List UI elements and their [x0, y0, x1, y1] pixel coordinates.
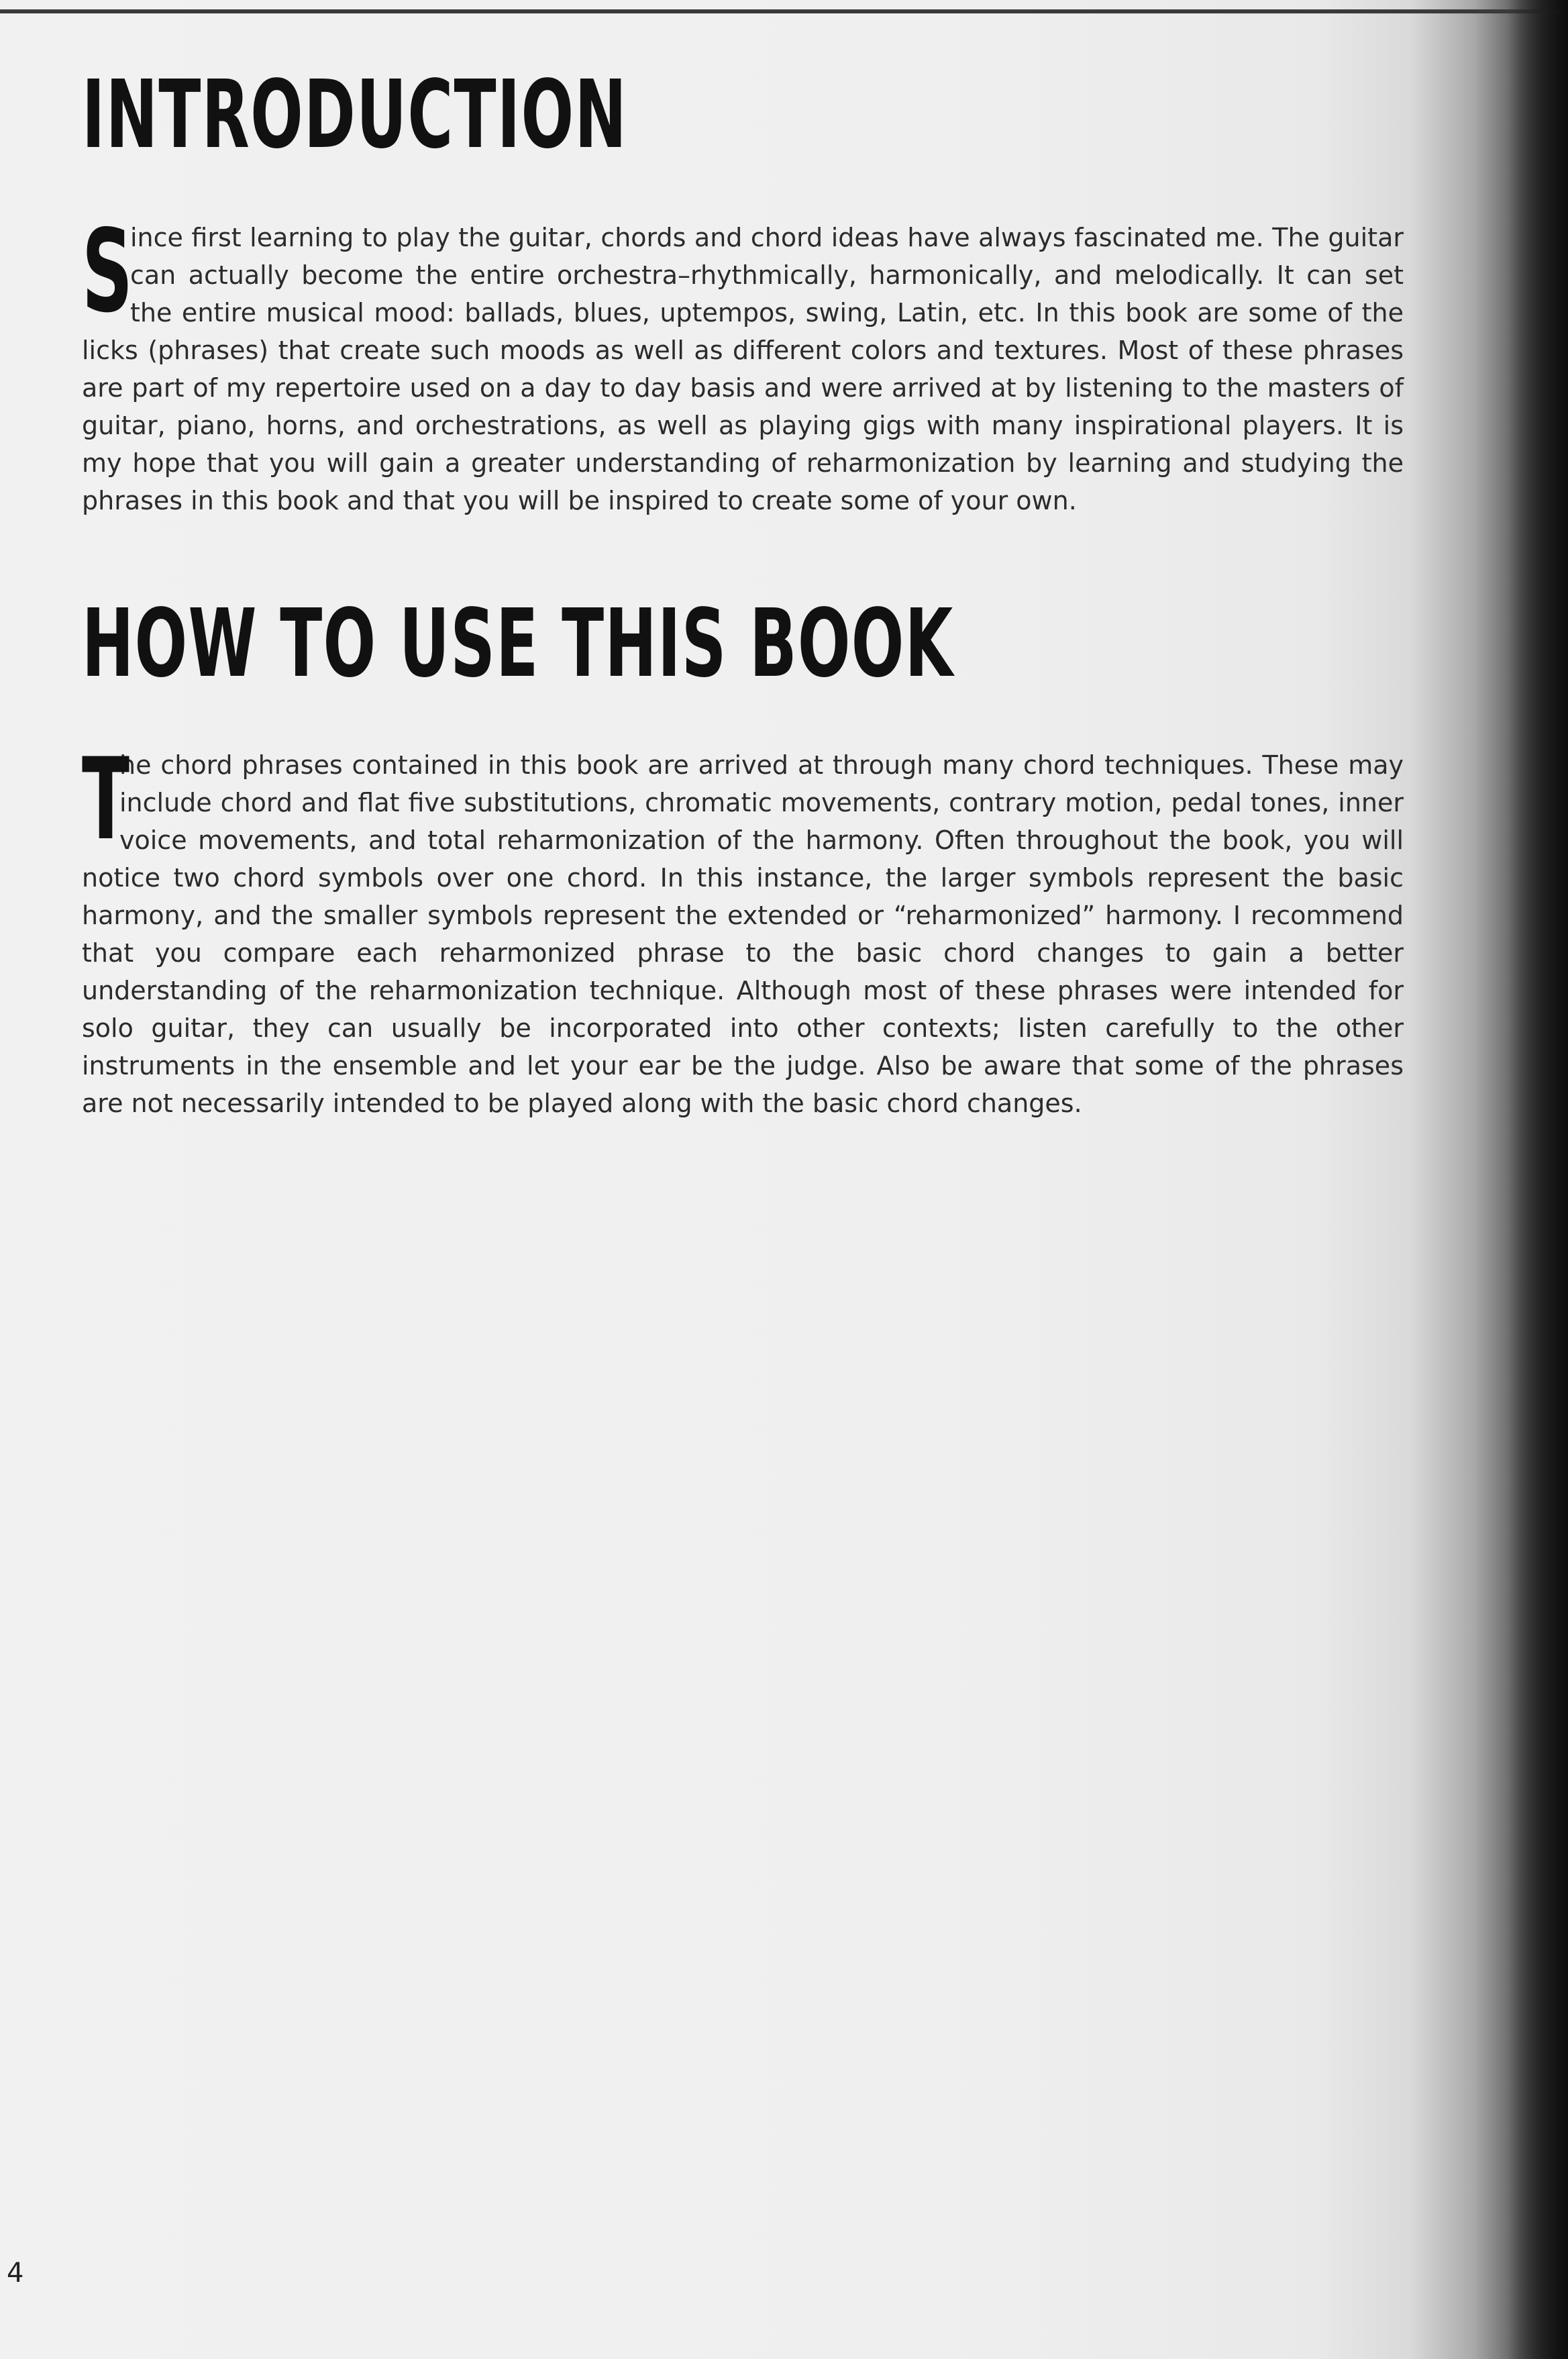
introduction-drop-cap: S	[82, 205, 133, 338]
how-to-use-drop-cap: T	[82, 734, 130, 865]
page-number: 4	[7, 2258, 24, 2289]
book-binding-shadow	[1508, 0, 1568, 2359]
page-top-edge	[0, 9, 1568, 13]
how-to-use-paragraph	[82, 734, 1404, 1122]
introduction-paragraph	[82, 205, 1404, 519]
how-to-use-heading: HOW TO USE THIS BOOK	[82, 589, 954, 699]
introduction-heading: INTRODUCTION	[82, 60, 628, 170]
how-to-use-body: he chord phrases contained in this book are arrived at through many chord techniques. These may include chord and flat five substitutions, chromatic movements, contrary motion, pedal tones, inner voice movements, and total reharmonization of the harmony. Often throughout the book, you will notice two chord symbols over one chord. In this instance, the larger symbols represent the basic harmony, and the smaller symbols represent the extended or “reharmonized” harmony. I recommend that you compare each reharmonized phrase to the basic chord changes to gain a better understanding of the reharmonization technique. Although most of these phrases were intended for solo guitar, they can usually be incorporated into other contexts; listen carefully to the other instruments in the ensemble and let your ear be the judge. Also be aware that some of the phrases are not necessarily intended to be played along with the basic chord changes.	[82, 750, 1404, 1118]
introduction-body: ince first learning to play the guitar, chords and chord ideas have always fascinated me. The guitar can actually become the entire orchestra–rhythmically, harmonically, and melodically. It can set the entire musical mood: ballads, blues, uptempos, swing, Latin, etc. In this book are some of the licks (phrases) that create such moods as well as different colors and textures. Most of these phrases are part of my repertoire used on a day to day basis and were arrived at by listening to the masters of guitar, piano, horns, and orchestrations, as well as playing gigs with many inspirational players. It is my hope that you will gain a greater understanding of reharmonization by learning and studying the phrases in this book and that you will be inspired to create some of your own.	[82, 223, 1404, 515]
